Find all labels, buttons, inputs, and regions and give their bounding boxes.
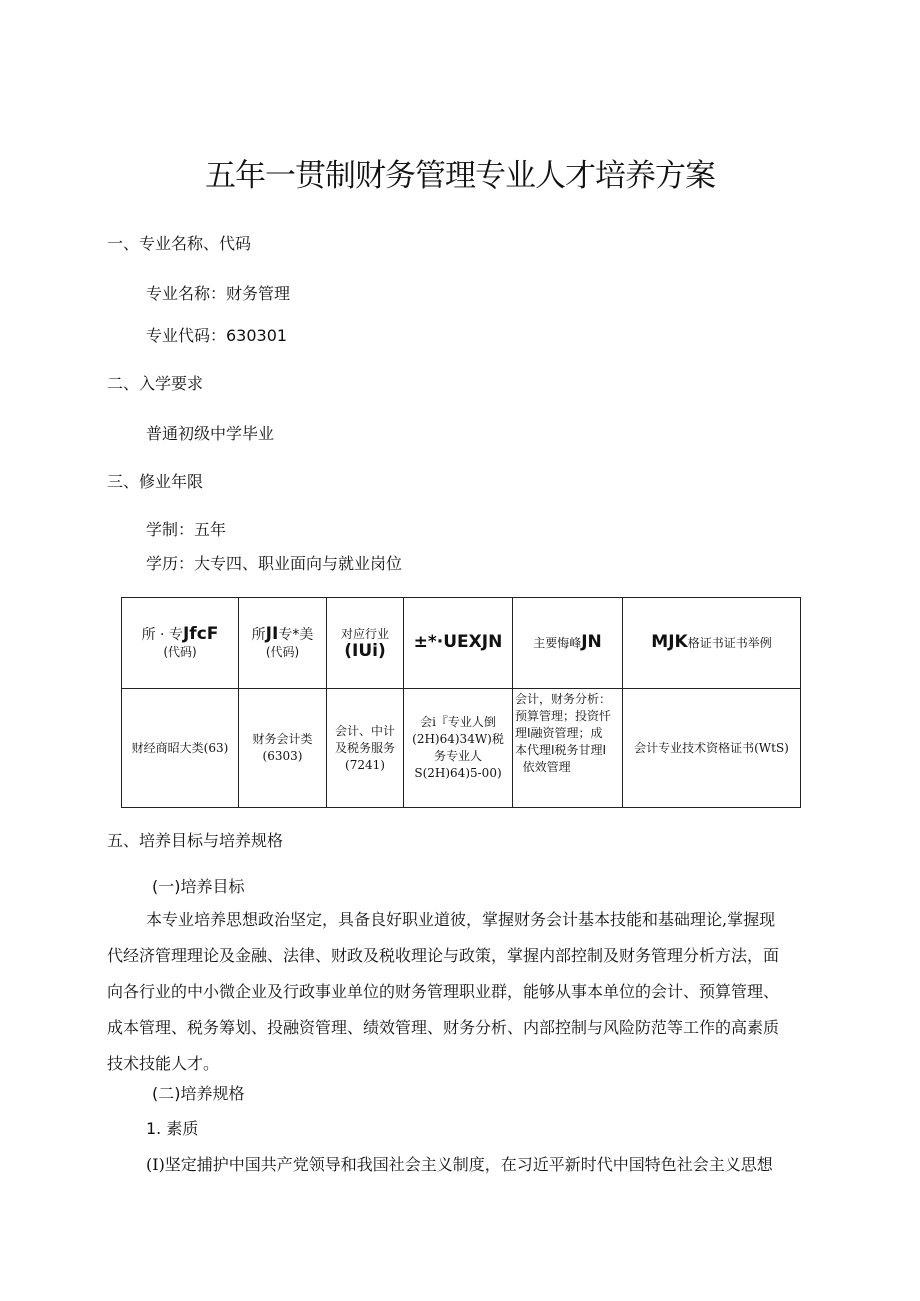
table-cell: 财务会计类 (6303) [239,689,327,808]
subsection-objective: (一)培养目标 [152,877,245,896]
admission-requirement: 普通初级中学毕业 [146,424,275,443]
header-cell: 对应行业 (IUi) [327,598,404,689]
table-cell: 会计专业技术资格证书(WtS) [623,689,801,808]
table-cell: 财经商昭大类(63) [122,689,239,808]
item-quality: 1. 素质 [146,1119,199,1138]
paragraph-line: 代经济管理理论及金融、法律、财政及税收理论与政策，掌握内部控制及财务管理分析方法，面 [107,946,780,965]
section-1-heading: 一、专业名称、代码 [107,234,252,253]
career-table [121,597,801,808]
header-cell: 所JI专*美 (代码) [239,598,327,689]
header-cell: MJK格证书证书举例 [623,598,801,689]
paragraph-line: 向各行业的中小微企业及行政事业单位的财务管理职业群，能够从事本单位的会计、预算管理、 [107,982,780,1001]
section-3-heading: 三、修业年限 [107,472,204,491]
section-5-heading: 五、培养目标与培养规格 [107,831,284,850]
duration-line: 学制：五年 [146,520,227,539]
paragraph-line: (I)坚定捕护中国共产党领导和我国社会主义制度，在习近平新时代中国特色社会主义思想 [146,1155,773,1174]
major-code-line: 专业代码：630301 [146,326,288,345]
page-title: 五年一贯制财务管理专业人才培养方案 [205,158,715,194]
paragraph-line: 成本管理、税务筹划、投融资管理、绩效管理、财务分析、内部控制与风险防范等工作的高素质 [107,1018,780,1037]
subsection-specification: (二)培养规格 [152,1084,245,1103]
table-row [122,689,801,808]
table-header-row [122,598,801,689]
table-cell: 会计，财务分析： 预算管理；投资忏 理Ⅰ融资管理；成 本代理Ⅰ税务甘理Ⅰ 依效管理 [513,689,623,808]
major-name-line: 专业名称：财务管理 [146,284,291,303]
section-2-heading: 二、入学要求 [107,374,204,393]
header-cell: 主要悔峰JN [513,598,623,689]
header-cell: 所 · 专JfcF (代码) [122,598,239,689]
header-cell: ±*·UEXJN [404,598,513,689]
degree-line: 学历：大专四、职业面向与就业岗位 [146,554,403,573]
table-cell: 会i『专业人倒 (2H)64)34W)税 务专业人 S(2H)64)5-00) [404,689,513,808]
paragraph-line: 本专业培养思想政治坚定，具备良好职业道彼，掌握财务会计基本技能和基础理论,掌握现 [146,910,776,929]
table-cell: 会计、中计 及税务服务 (7241) [327,689,404,808]
paragraph-line: 技术技能人才。 [107,1054,220,1073]
